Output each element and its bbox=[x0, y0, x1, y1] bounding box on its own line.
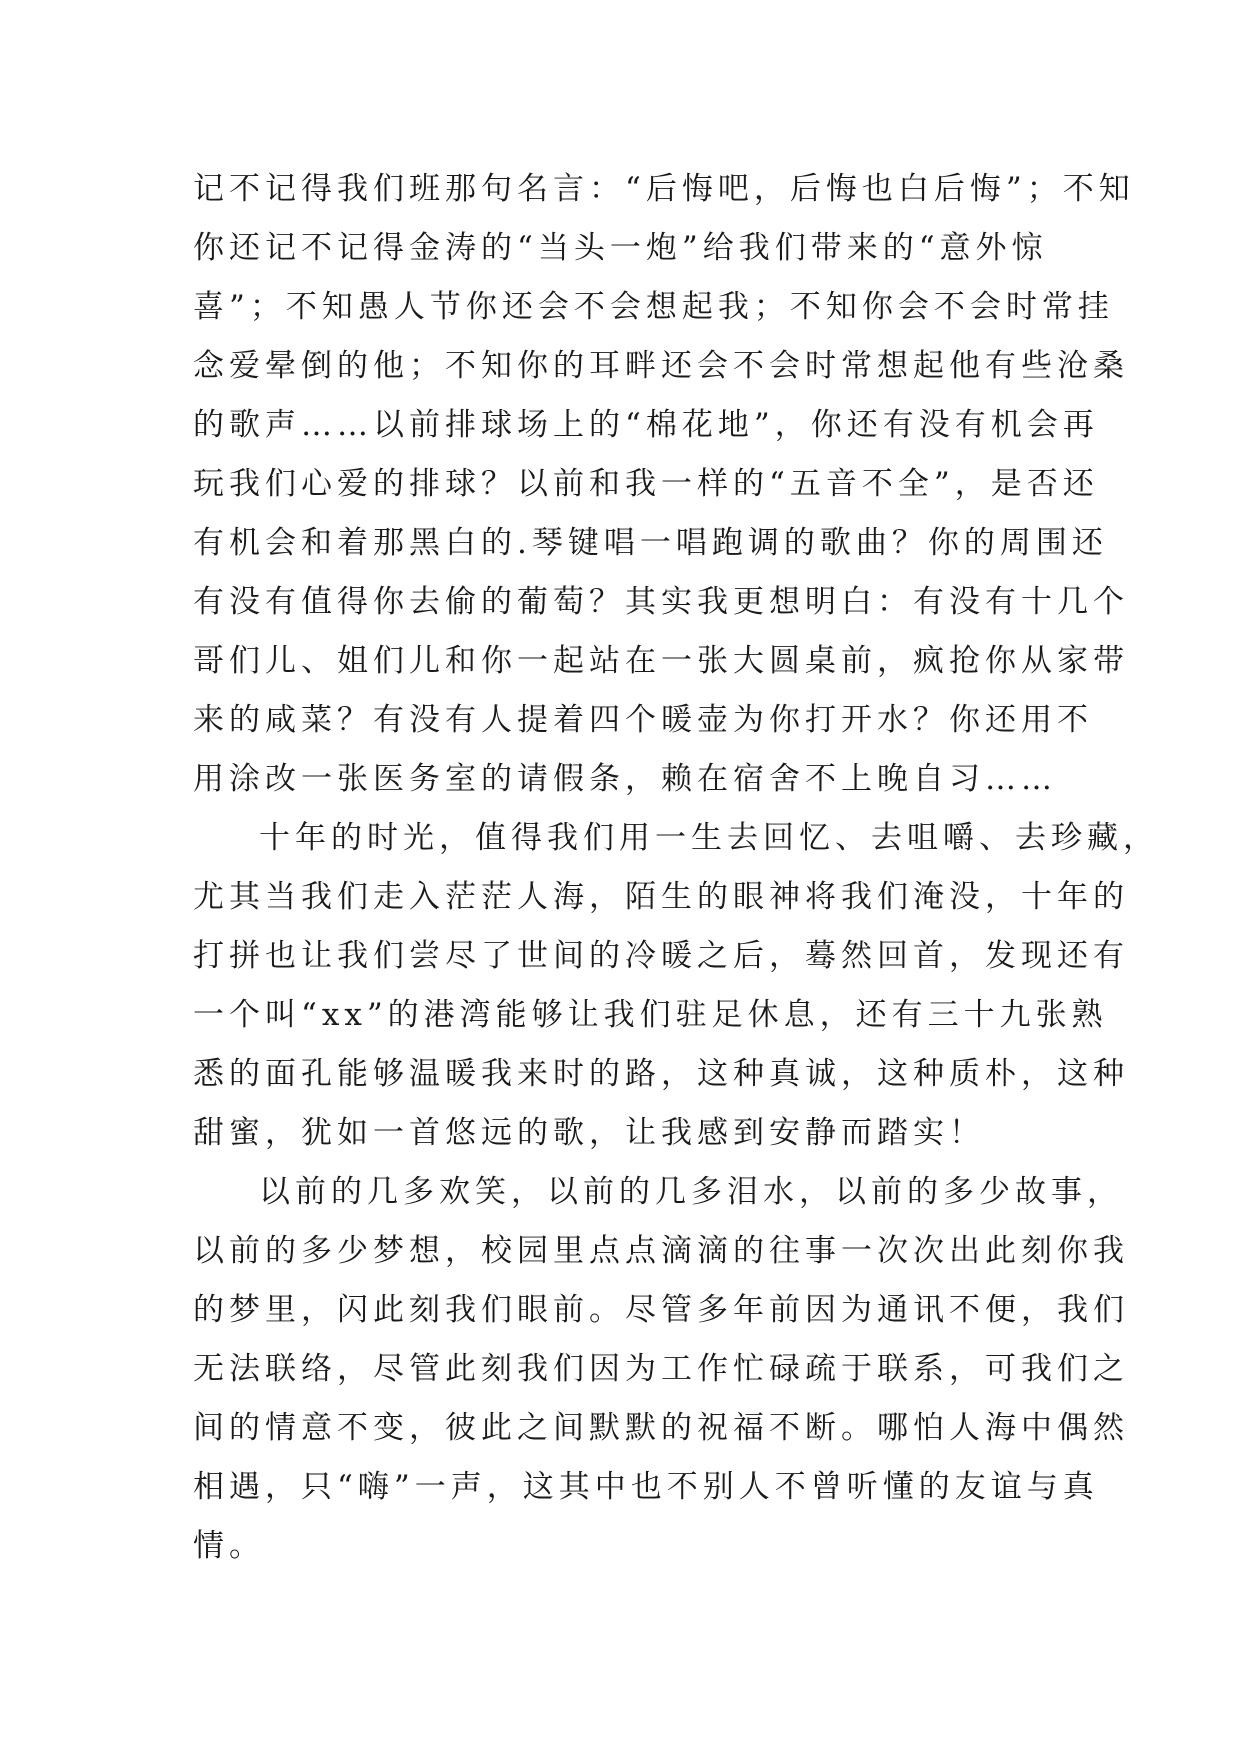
text-line: 悉的面孔能够温暖我来时的路，这种真诚，这种质朴，这种 bbox=[193, 1056, 1129, 1092]
text-line: 情。 bbox=[193, 1528, 265, 1564]
text-line: 的梦里，闪此刻我们眼前。尽管多年前因为通讯不便，我们 bbox=[193, 1292, 1129, 1328]
text-line: 念爱晕倒的他；不知你的耳畔还会不会时常想起他有些沧桑 bbox=[193, 348, 1129, 384]
paragraph-start-line: 以前的几多欢笑，以前的几多泪水，以前的多少故事， bbox=[259, 1174, 1123, 1210]
text-line: 记不记得我们班那句名言：“后悔吧，后悔也白后悔”；不知 bbox=[193, 171, 1135, 207]
text-line: 来的咸菜？有没有人提着四个暖壶为你打开水？你还用不 bbox=[193, 702, 1093, 738]
text-line: 尤其当我们走入茫茫人海，陌生的眼神将我们淹没，十年的 bbox=[193, 879, 1129, 915]
text-line: 用涂改一张医务室的请假条，赖在宿舍不上晚自习…… bbox=[193, 761, 1057, 797]
text-line: 打拼也让我们尝尽了世间的冷暖之后，蓦然回首，发现还有 bbox=[193, 938, 1129, 974]
text-line: 玩我们心爱的排球？以前和我一样的“五音不全”，是否还 bbox=[193, 466, 1099, 502]
text-line: 间的情意不变，彼此之间默默的祝福不断。哪怕人海中偶然 bbox=[193, 1410, 1129, 1446]
text-line: 以前的多少梦想，校园里点点滴滴的往事一次次出此刻你我 bbox=[193, 1233, 1129, 1269]
text-line: 的歌声……以前排球场上的“棉花地”，你还有没有机会再 bbox=[193, 407, 1099, 443]
text-line: 有没有值得你去偷的葡萄？其实我更想明白：有没有十几个 bbox=[193, 584, 1129, 620]
text-line: 甜蜜，犹如一首悠远的歌，让我感到安静而踏实！ bbox=[193, 1115, 985, 1151]
text-line: 相遇，只“嗨”一声，这其中也不别人不曾听懂的友谊与真 bbox=[193, 1469, 1099, 1505]
text-line: 一个叫“xx”的港湾能够让我们驻足休息，还有三十九张熟 bbox=[193, 997, 1108, 1033]
text-line: 喜”；不知愚人节你还会不会想起我；不知你会不会时常挂 bbox=[193, 289, 1114, 325]
text-line: 你还记不记得金涛的“当头一炮”给我们带来的“意外惊 bbox=[193, 230, 1048, 266]
paragraph-start-line: 十年的时光，值得我们用一生去回忆、去咀嚼、去珍藏， bbox=[259, 820, 1159, 856]
body-text bbox=[193, 160, 1159, 1576]
text-line: 无法联络，尽管此刻我们因为工作忙碌疏于联系，可我们之 bbox=[193, 1351, 1129, 1387]
text-line: 有机会和着那黑白的.琴键唱一唱跑调的歌曲？你的周围还 bbox=[193, 525, 1108, 561]
text-line: 哥们儿、姐们儿和你一起站在一张大圆桌前，疯抢你从家带 bbox=[193, 643, 1129, 679]
